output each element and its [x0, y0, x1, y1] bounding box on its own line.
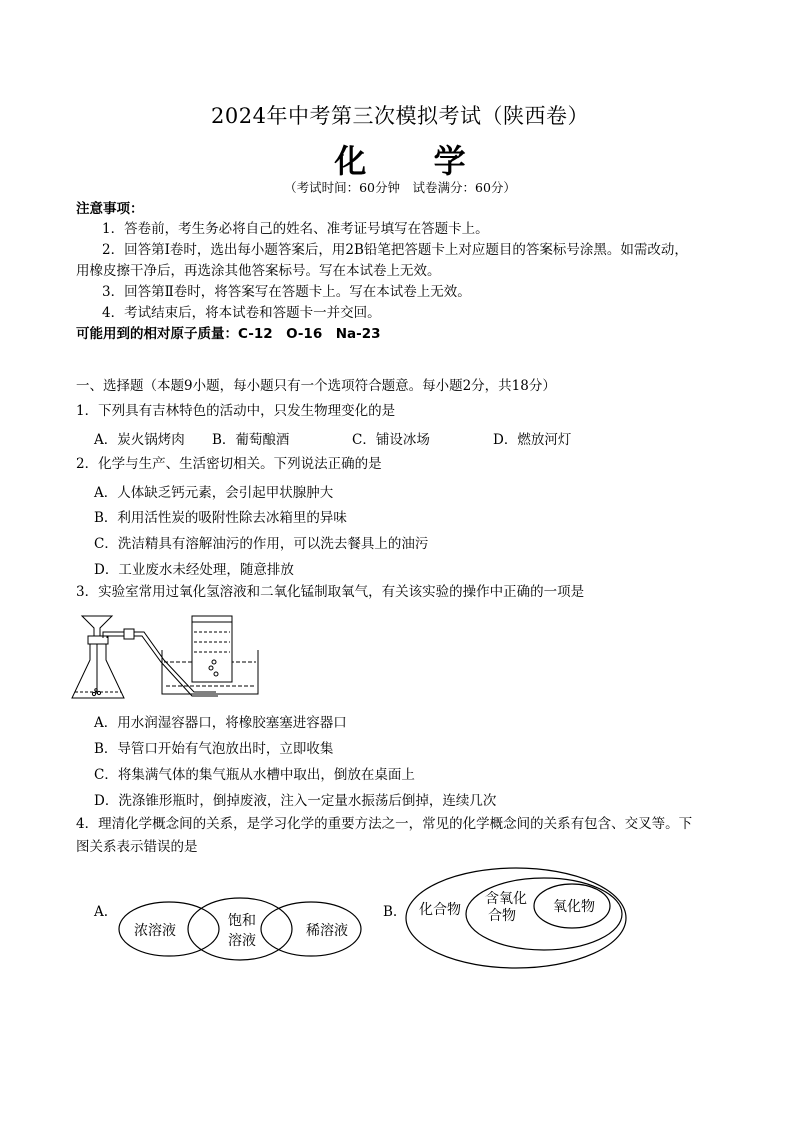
diagram-a-label: A.: [94, 904, 109, 920]
label-saturated-1: 饱和: [228, 913, 256, 929]
q1-option-d: D．燃放河灯: [493, 432, 572, 448]
notice-item-1: 1．答卷前，考生务必将自己的姓名、准考证号填写在答题卡上。: [102, 221, 489, 237]
notice-item-2-cont: 用橡皮擦干净后，再选涂其他答案标号。写在本试卷上无效。: [76, 263, 441, 279]
q2-option-a: A．人体缺乏钙元素，会引起甲状腺肿大: [94, 485, 334, 501]
label-oxygen-compound-1: 含氧化: [485, 891, 527, 907]
q2-stem: 2．化学与生产、生活密切相关。下列说法正确的是: [76, 456, 382, 472]
label-saturated-2: 溶液: [228, 933, 256, 949]
q3-option-d: D．洗涤锥形瓶时，倒掉废液，注入一定量水振荡后倒掉，连续几次: [94, 793, 497, 809]
flask-shape: [72, 644, 124, 698]
diagram-b-label: B.: [383, 904, 398, 920]
q2-option-c: C．洗洁精具有溶解油污的作用，可以洗去餐具上的油污: [94, 536, 429, 552]
notice-item-3: 3．回答第Ⅱ卷时，将答案写在答题卡上。写在本试卷上无效。: [102, 284, 471, 300]
section-heading: 一、选择题（本题9小题，每小题只有一个选项符合题意。每小题2分，共18分）: [76, 378, 556, 394]
label-oxide: 氧化物: [553, 899, 595, 915]
label-dilute: 稀溶液: [306, 923, 348, 939]
q3-option-a: A．用水润湿容器口，将橡胶塞塞进容器口: [94, 715, 347, 731]
label-concentrated: 浓溶液: [134, 923, 176, 939]
q2-option-d: D．工业废水未经处理，随意排放: [94, 562, 294, 578]
notice-item-4: 4．考试结束后，将本试卷和答题卡一并交回。: [102, 305, 381, 321]
q1-option-b: B．葡萄酿酒: [212, 432, 290, 448]
q4-stem-line2: 图关系表示错误的是: [76, 839, 198, 855]
atomic-mass-line: 可能用到的相对原子质量：C-12 O-16 Na-23: [76, 326, 381, 342]
subject-title: 化 学: [334, 142, 494, 180]
funnel-shape: [82, 616, 112, 636]
diagram-b: [402, 866, 632, 972]
q4-stem-line1: 4．理清化学概念间的关系，是学习化学的重要方法之一，常见的化学概念间的关系有包含、交叉等。下: [76, 816, 693, 832]
notice-heading: 注意事项：: [76, 201, 144, 217]
q3-option-c: C．将集满气体的集气瓶从水槽中取出，倒放在桌面上: [94, 767, 415, 783]
q1-option-c: C．铺设冰场: [352, 432, 430, 448]
q3-stem: 3．实验室常用过氧化氢溶液和二氧化锰制取氧气，有关该实验的操作中正确的一项是: [76, 584, 585, 600]
q1-stem: 1．下列具有吉林特色的活动中，只发生物理变化的是: [76, 403, 396, 419]
ellipse-compound: [406, 868, 626, 968]
gas-bottle: [192, 616, 232, 682]
label-oxygen-compound-2: 合物: [488, 908, 516, 924]
notice-item-2: 2．回答第Ⅰ卷时，选出每小题答案后，用2B铅笔把答题卡上对应题目的答案标号涂黑。如需改动，: [102, 242, 688, 258]
exam-time-info: （考试时间：60分钟 试卷满分：60分）: [284, 180, 516, 195]
q2-option-b: B．利用活性炭的吸附性除去冰箱里的异味: [94, 510, 347, 526]
label-compound: 化合物: [419, 902, 461, 918]
oxygen-apparatus-figure: [66, 602, 266, 706]
ellipse-saturated: [188, 898, 292, 960]
q3-option-b: B．导管口开始有气泡放出时，立即收集: [94, 741, 334, 757]
diagram-a: [115, 895, 365, 965]
exam-title: 2024年中考第三次模拟考试（陕西卷）: [211, 104, 589, 128]
q1-option-a: A．炭火锅烤肉: [94, 432, 185, 448]
